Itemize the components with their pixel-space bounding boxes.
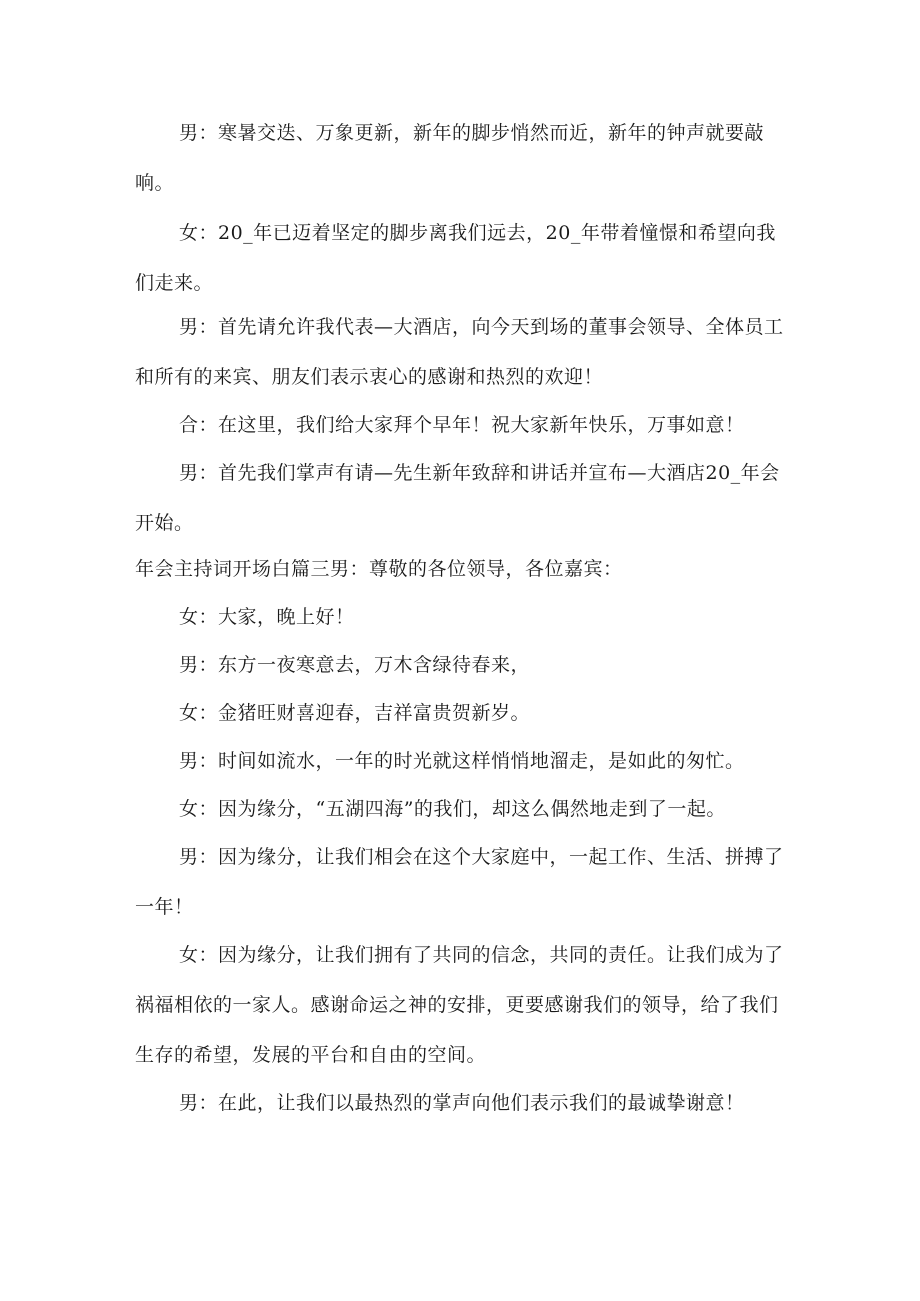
paragraph: 男：因为缘分，让我们相会在这个大家庭中，一起工作、生活、拼搏了一年！ (135, 846, 784, 918)
paragraph: 合：在这里，我们给大家拜个早年！祝大家新年快乐，万事如意！ (179, 414, 745, 436)
paragraph: 女：因为缘分，“五湖四海”的我们，却这么偶然地走到了一起。 (179, 798, 726, 820)
paragraph: 男：在此，让我们以最热烈的掌声向他们表示我们的最诚挚谢意！ (179, 1092, 745, 1114)
paragraph: 女：20_年已迈着坚定的脚步离我们远去，20_年带着憧憬和希望向我们走来。 (135, 222, 776, 294)
paragraph: 女：因为缘分，让我们拥有了共同的信念，共同的责任。让我们成为了祸福相依的一家人。感谢命运之神的安排，更要感谢我们的领导，给了我们生存的希望，发展的平台和自由的空间。 (135, 944, 784, 1066)
section-heading: 年会主持词开场白篇三男：尊敬的各位领导，各位嘉宾： (135, 558, 623, 580)
paragraph: 男：时间如流水，一年的时光就这样悄悄地溜走，是如此的匆忙。 (179, 750, 745, 772)
paragraph: 男：首先我们掌声有请—先生新年致辞和讲话并宣布—大酒店20_年会开始。 (135, 462, 780, 534)
paragraph: 男：首先请允许我代表—大酒店，向今天到场的董事会领导、全体员工和所有的来宾、朋友们表示衷心的感谢和热烈的欢迎！ (135, 316, 784, 388)
paragraph: 女：金猪旺财喜迎春，吉祥富贵贺新岁。 (179, 702, 531, 724)
paragraph: 男：寒暑交迭、万象更新，新年的脚步悄然而近，新年的钟声就要敲响。 (135, 122, 765, 194)
paragraph: 女：大家，晚上好！ (179, 606, 355, 628)
paragraph: 男：东方一夜寒意去，万木含绿待春来， (179, 654, 531, 676)
